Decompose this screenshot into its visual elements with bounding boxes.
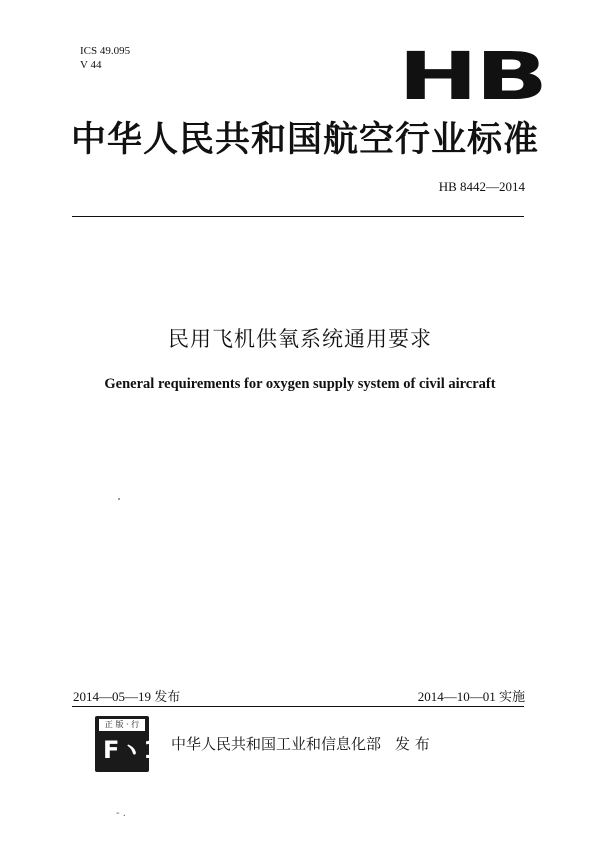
stamp-top-text: 正 版 · 行: [99, 719, 145, 731]
implementation-date: 2014—10—01 实施: [417, 689, 525, 704]
standard-number: HB 8442—2014: [438, 179, 525, 194]
classification-block: [80, 44, 130, 72]
publisher-line: [171, 733, 430, 754]
footer-marks: - .: [116, 808, 126, 819]
classification-code: V 44: [80, 59, 102, 71]
organization-title: 中华人民共和国航空行业标准: [70, 120, 539, 160]
document-title-english: General requirements for oxygen supply system of civil aircraft: [104, 376, 496, 392]
scan-speck: [118, 498, 120, 500]
ics-code: ICS 49.095: [80, 45, 131, 57]
document-title-chinese: 民用飞机供氧系统通用要求: [168, 327, 432, 351]
publisher-action: 发 布: [395, 735, 430, 753]
stamp-glyph: Fヽ1: [103, 736, 161, 764]
issue-date: 2014—05—19 发布: [73, 689, 181, 704]
authenticity-stamp-icon: [95, 716, 161, 772]
bottom-divider: [72, 706, 524, 707]
top-divider: [72, 216, 524, 217]
publisher-name: 中华人民共和国工业和信息化部: [171, 735, 382, 753]
hb-logo: HB: [398, 38, 546, 115]
